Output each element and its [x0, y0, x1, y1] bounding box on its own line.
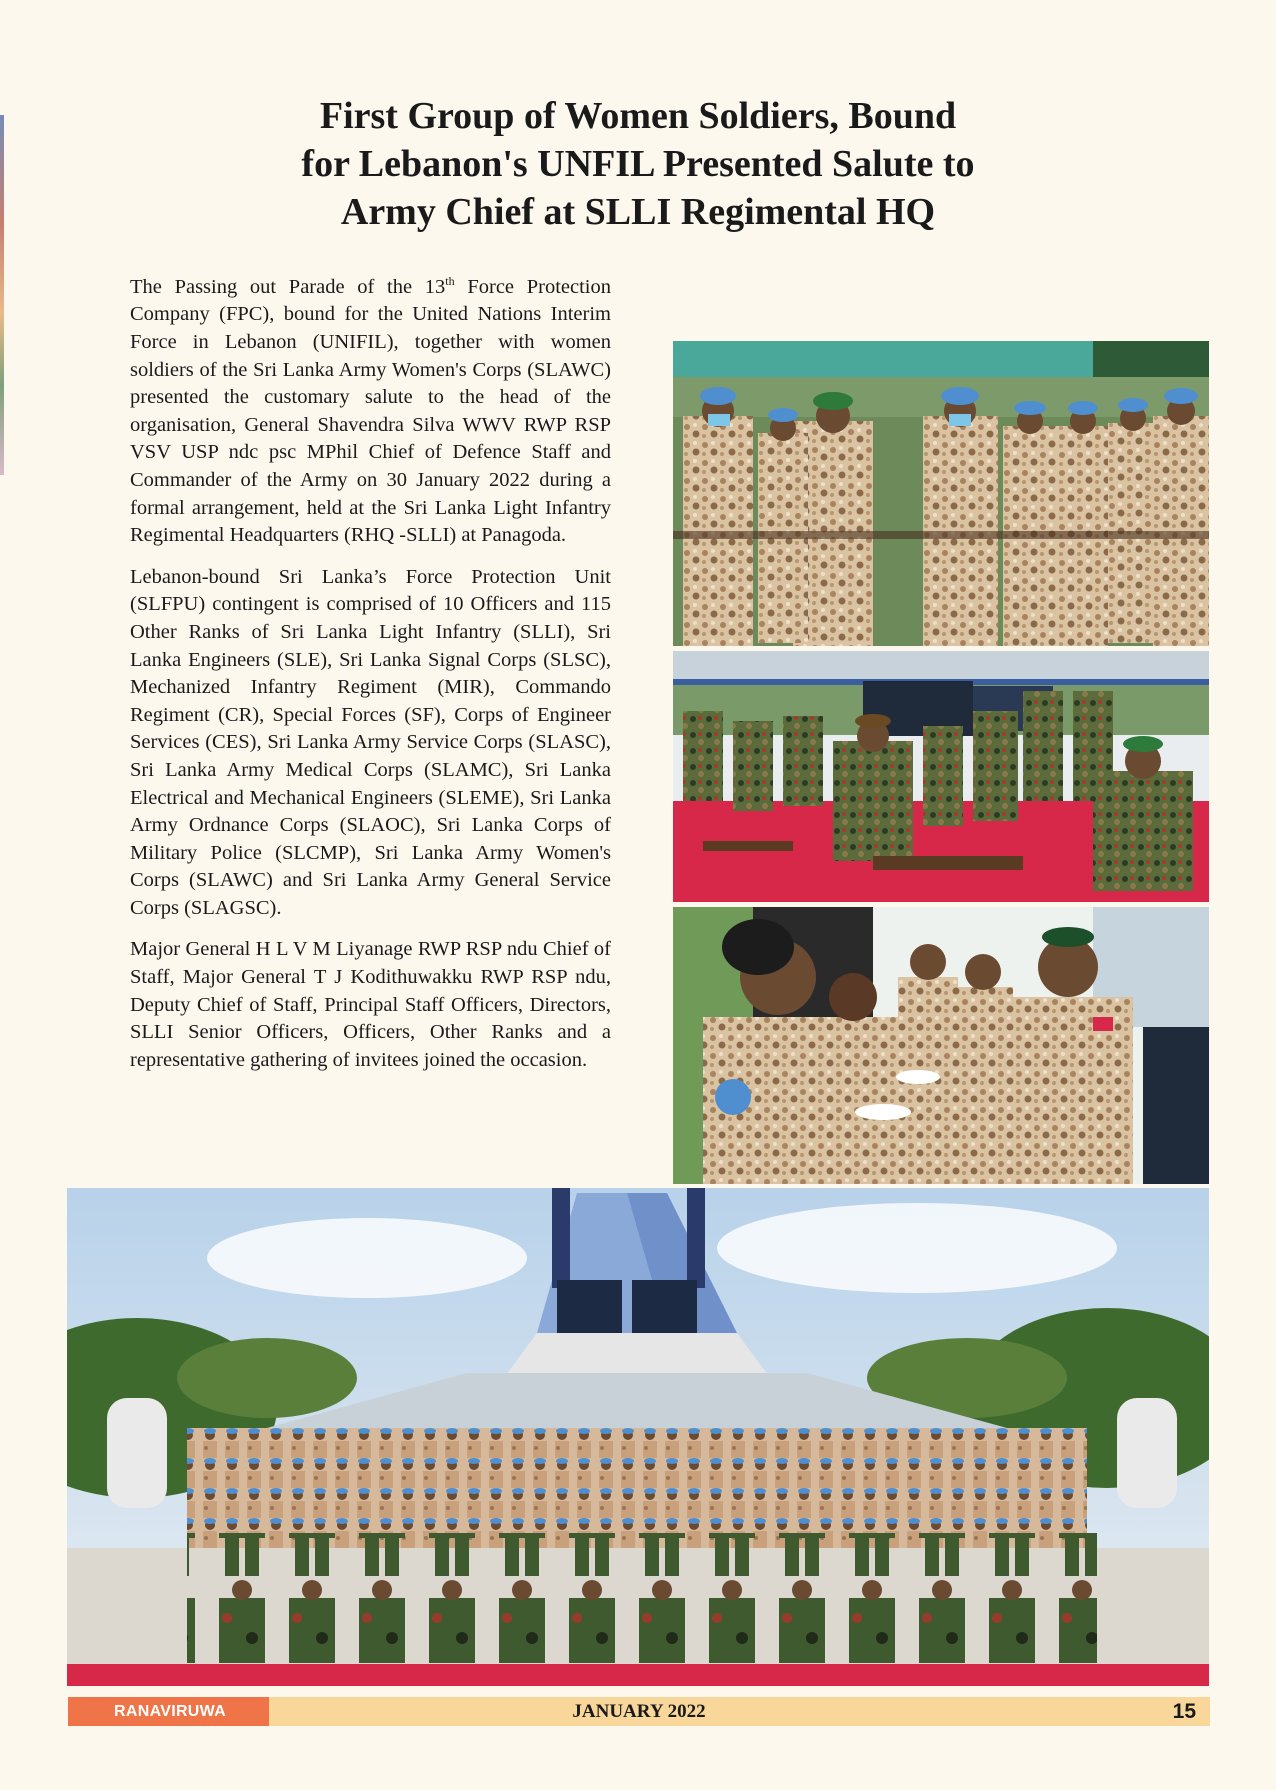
- article-body: [130, 268, 611, 1088]
- photo-seated-guests: [673, 651, 1209, 902]
- greeting-figures: [703, 919, 1133, 1184]
- photo-greeting-women-soldiers: [673, 907, 1209, 1184]
- parade-illustration: [673, 341, 1209, 646]
- greeting-illustration: [673, 907, 1209, 1184]
- title-line: First Group of Women Soldiers, Bound: [319, 95, 957, 137]
- title-line: for Lebanon's UNFIL Presented Salute to: [301, 143, 975, 185]
- magazine-brand: RANAVIRUWA: [68, 1697, 269, 1726]
- article-paragraph: Lebanon-bound Sri Lanka’s Force Protection Unit (SLFPU) contingent is comprised of 10 Officers and 115 Other Ranks of Sri Lanka Light Infantry (SLLI), Sri Lanka Engineers (SLE), Sri Lanka Signal Corps (SLSC), Mechanized Infantry Regiment (MIR), Commando Regiment (CR), Special Forces (SF), Corps of Engineer Services (CES), Sri Lanka Army Service Corps (SLASC), Sri Lanka Army Medical Corps (SLAMC), Sri Lanka Electrical and Mechanical Engineers (SLEME), Sri Lanka Army Ordnance Corps (SLAOC), Sri Lanka Corps of Military Police (SLCMP), Sri Lanka Army Women's Corps (SLAWC) and Sri Lanka Army General Service Corps (SLAGSC).: [130, 565, 611, 919]
- issue-date: JANUARY 2022: [572, 1701, 706, 1722]
- title-line: Army Chief at SLLI Regimental HQ: [340, 191, 936, 233]
- article-text: The Passing out Parade of the 13: [130, 275, 446, 298]
- group-illustration: [67, 1188, 1209, 1686]
- seated-illustration: [673, 651, 1209, 902]
- article-paragraph: [130, 268, 611, 550]
- article-paragraph: Major General H L V M Liyanage RWP RSP ndu Chief of Staff, Major General T J Kodithuwakku RWP RSP ndu, Deputy Chief of Staff, Principal Staff Officers, Directors, SLLI Senior Officers, Officers, Other Ranks and a representative gathering of invitees joined the occasion.: [130, 938, 611, 1071]
- article-text: Force Protection Company (FPC), bound for the United Nations Interim Force in Lebanon (UNIFIL), together with women soldiers of the Sri Lanka Army Women's Corps (SLAWC) presented the customary salute to the head of the organisation, General Shavendra Silva WWV RWP RSP VSV USP ndc psc MPhil Chief of Defence Staff and Commander of the Army on 30 January 2022 during a formal arrangement, held at the Sri Lanka Light Infantry Regimental Headquarters (RHQ -SLLI) at Panagoda.: [130, 275, 611, 547]
- page-title: [160, 92, 1116, 236]
- ordinal-suffix: th: [445, 274, 455, 288]
- page-footer: [68, 1697, 1210, 1726]
- photo-parade-march: [673, 341, 1209, 646]
- page-edge-strip: [0, 115, 4, 475]
- photo-group-portrait: [67, 1188, 1209, 1686]
- page-number: 15: [1172, 1700, 1196, 1723]
